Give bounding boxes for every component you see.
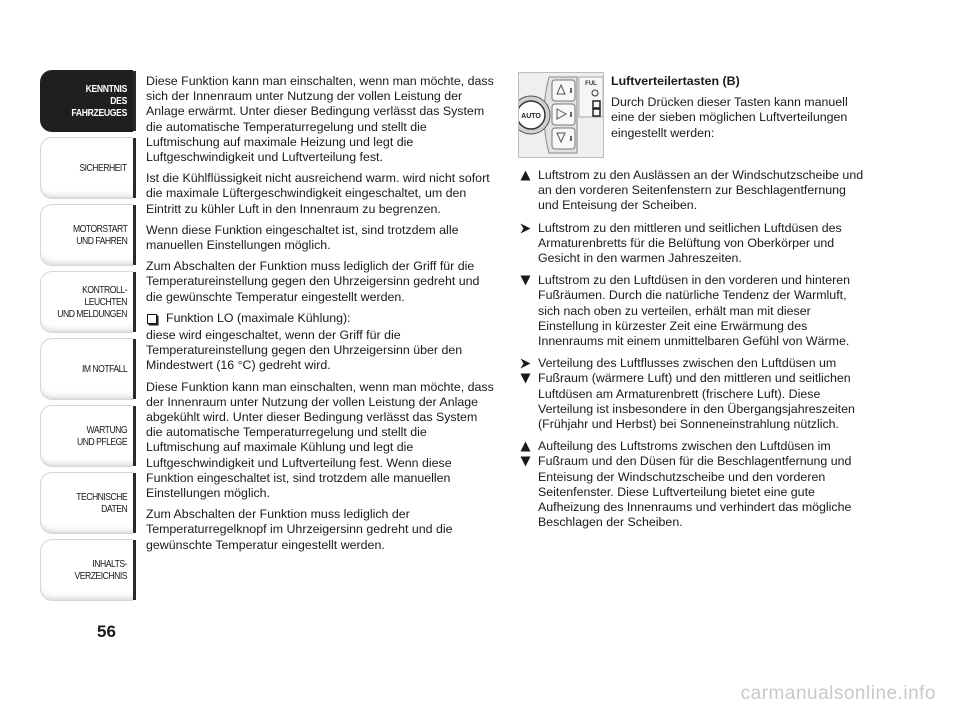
auto-button-label: AUTO xyxy=(521,113,541,120)
chapter-tabs xyxy=(40,70,133,606)
paragraph: Wenn diese Funktion eingeschaltet ist, sind trotzdem alle manuellen Einstellungen möglich. xyxy=(146,222,459,253)
list-item-text: Luftstrom zu den Luftdüsen in den vorderen und hinteren Fußräumen. Durch die natürliche Tendenz der Warmluft, sich nach oben zu verteilen, erhält man mit dieser Einstellung in kürzester Zeit eine Erwärmung des Innenraums mit einem unmittelbaren Gefühl von Wärme. xyxy=(538,273,851,349)
paragraph: Ist die Kühlflüssigkeit nicht ausreichend warm. wird nicht sofort die maximale Lüftergeschwindigkeit eingeschaltet, um den Eintritt zu kühler Luft in den Innenraum zu begrenzen. xyxy=(146,171,490,216)
list-item xyxy=(520,356,870,432)
tab-label: MOTORSTART UND FAHREN xyxy=(72,223,127,247)
tab-label: IM NOTFALL xyxy=(81,363,127,375)
list-item xyxy=(520,273,870,349)
tab-label: SICHERHEIT xyxy=(79,162,127,174)
list-item-text: Verteilung des Luftflusses zwischen den Luftdüsen um Fußraum (wärmere Luft) und den mittleren und seitlichen Luftdüsen am Armaturenbrett (frischere Luft). Diese Verteilung ist insbesondere in den Übergangsjahreszeiten (Frühjahr und Herbst) bei Sonneneinstrahlung nützlich. xyxy=(538,356,855,432)
tab-label: TECHNISCHE DATEN xyxy=(75,491,127,515)
list-item xyxy=(520,168,870,214)
list-item-text: Aufteilung des Luftstroms zwischen den Luftdüsen im Fußraum und den Düsen für die Beschlagentfernung und Enteisung der Windschutzscheibe und den vorderen Seitenfenster. Diese Luftverteilung bietet eine gute Aufheizung des Innenraums und verhindert das mögliche Beschlagen der Scheiben. xyxy=(538,439,852,530)
left-column xyxy=(146,74,496,559)
tab-technische-daten[interactable] xyxy=(40,472,133,534)
tab-label: KONTROLL- LEUCHTEN UND MELDUNGEN xyxy=(57,284,127,320)
ful-label: FUL xyxy=(585,81,597,87)
tab-label: KENNTNIS DES FAHRZEUGES xyxy=(71,83,127,119)
paragraph: Zum Abschalten der Funktion muss lediglich der Griff für die Temperatureinstellung gegen den Uhrzeigersinn gedreht und die gewünschte Temperatur eingestellt werden. xyxy=(146,259,480,304)
tab-im-notfall[interactable] xyxy=(40,338,133,400)
section-title: Luftverteilertasten (B) xyxy=(611,74,740,88)
tab-inhaltsverzeichnis[interactable] xyxy=(40,539,133,601)
list-item-text: Luftstrom zu den Auslässen an der Windschutzscheibe und an den vorderen Seitenfenstern zur Beschlagentfernung und Enteisung der Scheiben. xyxy=(538,168,864,213)
page-number: 56 xyxy=(97,622,116,641)
air-distribution-panel-icon xyxy=(519,73,603,157)
triangle-up-icon xyxy=(520,441,532,453)
section-intro: Durch Drücken dieser Tasten kann manuell eine der sieben möglichen Luftverteilungen eingestellt werden: xyxy=(611,95,848,140)
paragraph: Zum Abschalten der Funktion muss lediglich der Temperaturregelknopf im Uhrzeigersinn gedreht und die gewünschte Temperatur eingestellt werden. xyxy=(146,507,453,552)
lo-function-label: Funktion LO (maximale Kühlung): xyxy=(166,310,351,325)
watermark: carmanualsonline.info xyxy=(740,683,936,704)
lo-function-item xyxy=(146,311,496,326)
triangle-right-icon xyxy=(520,223,532,235)
list-item xyxy=(520,439,870,530)
triangle-up-icon xyxy=(520,170,532,182)
list-item xyxy=(520,221,870,267)
tab-kenntnis[interactable] xyxy=(40,70,133,132)
list-item-text: Luftstrom zu den mittleren und seitlichen Luftdüsen des Armaturenbretts für die Belüftung von Oberkörper und Gesicht in den warmen Jahreszeiten. xyxy=(538,220,842,266)
triangle-down-icon xyxy=(520,456,532,468)
control-panel-image xyxy=(518,72,604,158)
tab-sicherheit[interactable] xyxy=(40,137,133,199)
tab-motorstart[interactable] xyxy=(40,204,133,266)
right-column xyxy=(520,168,870,537)
tab-kontrollleuchten[interactable] xyxy=(40,271,133,333)
paragraph: Diese Funktion kann man einschalten, wenn man möchte, dass der Innenraum unter Nutzung der vollen Leistung der Anlage abgekühlt wird. Unter dieser Bedingung verlässt das System die automatische Temperaturregelung und stellt die Luftmischung auf maximale Kühlung und legt die Luftgeschwindigkeit und Luftverteilung fest. Wenn diese Funktion eingeschaltet ist, sind trotzdem alle manuellen Einstellungen möglich. xyxy=(146,379,494,501)
triangle-down-icon xyxy=(520,373,532,385)
tab-label: INHALTS- VERZEICHNIS xyxy=(74,558,127,582)
paragraph: Diese Funktion kann man einschalten, wenn man möchte, dass sich der Innenraum unter Nutzung der vollen Leistung der Anlage erwärmt. Unter dieser Bedingung verlässt das System die automatische Temperaturregelung und stellt die Luftmischung auf maximale Heizung und legt die Luftgeschwindigkeit und Luftverteilung fest. xyxy=(146,74,494,165)
tab-label: WARTUNG UND PFLEGE xyxy=(76,424,127,448)
triangle-right-icon xyxy=(520,358,532,370)
paragraph: diese wird eingeschaltet, wenn der Griff für die Temperatureinstellung gegen den Uhrzeigersinn über den Mindestwert (16 °C) gedreht wird. xyxy=(146,328,463,373)
triangle-down-icon xyxy=(520,275,532,287)
tab-wartung[interactable] xyxy=(40,405,133,467)
checkbox-icon xyxy=(147,314,157,324)
air-distribution-header xyxy=(611,74,871,141)
